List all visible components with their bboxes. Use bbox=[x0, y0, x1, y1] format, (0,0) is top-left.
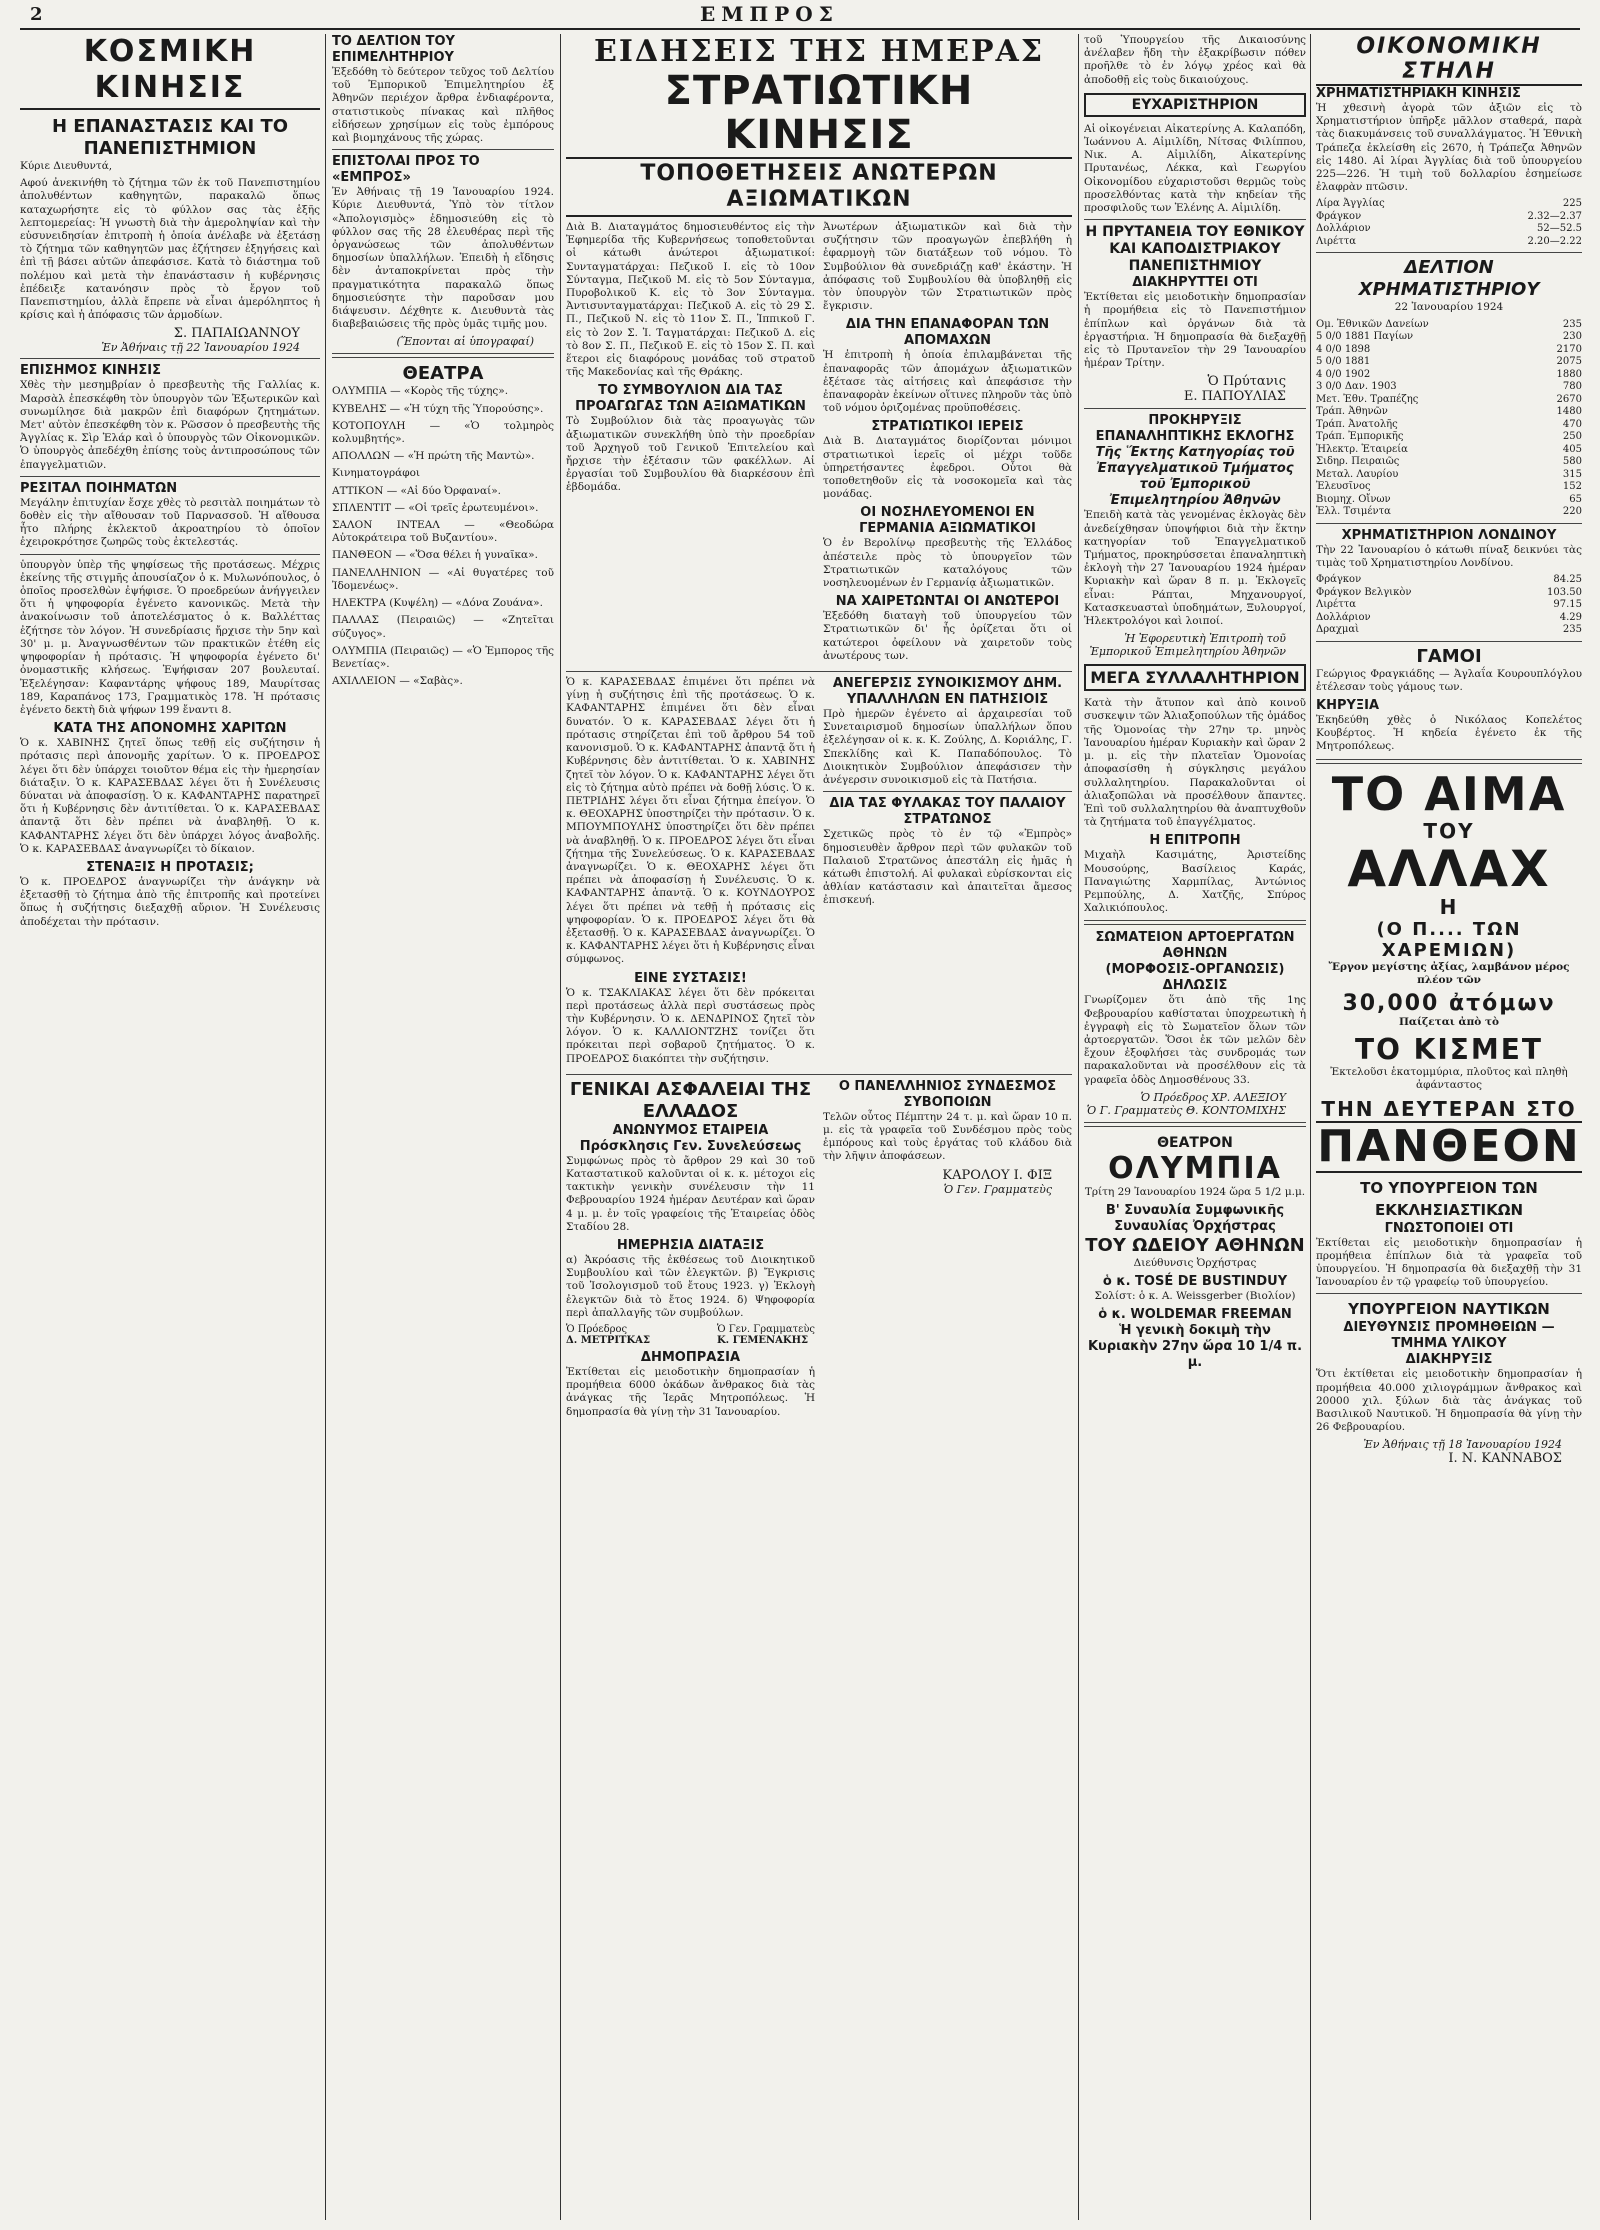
rate-label: Φράγκον Βελγικὸν bbox=[1316, 586, 1412, 598]
masthead-rule bbox=[20, 28, 1580, 30]
article-subtitle: ΤΟ ΣΥΜΒΟΥΛΙΟΝ ΔΙΑ ΤΑΣ ΠΡΟΑΓΩΓΑΣ ΤΩΝ ΑΞΙΩΜΑΤΙΚΩΝ bbox=[575, 383, 806, 415]
death-title: ΚΗΡΥΞΙΑ bbox=[1316, 697, 1380, 713]
rate-row bbox=[1316, 494, 1582, 507]
rate-row bbox=[1316, 612, 1582, 625]
article-subtitle: ΝΑ ΧΑΙΡΕΤΩΝΤΑΙ ΟΙ ΑΝΩΤΕΡΟΙ bbox=[835, 594, 1060, 610]
rate-label: Τράπ. Ἀθηνῶν bbox=[1316, 406, 1388, 418]
rate-row bbox=[1316, 211, 1582, 224]
olympia-line: ΤΟΥ ΩΔΕΙΟΥ ΑΘΗΝΩΝ bbox=[1085, 1234, 1305, 1256]
olympia-ad bbox=[1084, 1132, 1306, 1372]
olympia-line: Ἡ γενικὴ δοκιμὴ τὴν Κυριακὴν 27ην ὥρα 10 1/4 π. μ. bbox=[1087, 1323, 1303, 1371]
divider bbox=[566, 1074, 1072, 1075]
notice-title: ΕΥΧΑΡΙΣΤΗΡΙΟΝ bbox=[1084, 93, 1306, 117]
article-title: ΕΠΙΣΗΜΟΣ ΚΙΝΗΣΙΣ bbox=[20, 363, 162, 379]
bakers-subtitle: (ΜΟΡΦΟΣΙΣ-ΟΡΓΑΝΩΣΙΣ) bbox=[1105, 962, 1285, 978]
rate-value: 84.25 bbox=[1553, 574, 1582, 586]
rate-label: 4 0/0 1898 bbox=[1316, 343, 1371, 355]
rate-row bbox=[1316, 469, 1582, 482]
film-count: 30,000 ἀτόμων bbox=[1342, 990, 1556, 1016]
page-number: 2 bbox=[30, 4, 43, 25]
main-title: ΣΤΡΑΤΙΩΤΙΚΗ ΚΙΝΗΣΙΣ bbox=[664, 68, 974, 158]
rate-label: 3 0/0 Δαν. 1903 bbox=[1316, 381, 1397, 393]
rate-value: 103.50 bbox=[1547, 586, 1582, 598]
divider bbox=[1084, 1122, 1306, 1127]
article-body: Ἐξεδόθη τὸ δεύτερον τεῦχος τοῦ Δελτίου τοῦ Ἐμπορικοῦ Ἐπιμελητηρίου ἐξ Ἀθηνῶν περιέχον ἄρθρα ἐνδιαφέροντα, στατιστικοὺς πίνακας καὶ πλῆθος εἰδήσεων χρησίμων εἰς τοὺς ἐμπόρους καὶ βιομηχάνους τῆς χώρας. bbox=[332, 66, 554, 145]
article-body: Ὁ κ. ΚΑΡΑΣΕΒΔΑΣ ἐπιμένει ὅτι πρέπει νὰ γίνῃ ἡ συζήτησις ἐπὶ τῆς προτάσεως. Ὁ κ. ΚΑΦΑΝΤΑΡΗΣ ἐπιμένει ὅτι δὲν εἶναι δυνατόν. Ὁ κ. ΚΑΡΑΣΕΒΔΑΣ λέγει ὅτι ἡ πρότασις στηρίζεται ἐπὶ τοῦ ἄρθρου 54 τοῦ κανονισμοῦ. Ὁ κ. ΚΑΦΑΝΤΑΡΗΣ ἀπαντᾷ ὅτι ἡ Κυβέρνησις δὲν ἀντιτίθεται. Ὁ κ. ΧΑΒΙΝΗΣ ζητεῖ τὸν λόγον. Ὁ κ. ΚΑΦΑΝΤΑΡΗΣ λέγει ὅτι εἰς τὸ ζήτημα αὐτὸ πρέπει νὰ δοθῇ λύσις. Ὁ κ. ΠΕΤΡΙΔΗΣ λέγει ὅτι εἶναι ζήτημα ἐπείγον. Ὁ κ. ΘΕΟΧΑΡΗΣ ὑποστηρίζει τὴν πρότασιν. Ὁ κ. ΜΠΟΥΜΠΟΥΛΗΣ ὑποστηρίζει ὅτι δὲν πρέπει νὰ ἀναβληθῇ. Ὁ κ. ΠΡΟΕΔΡΟΣ λέγει ὅτι εἶναι ζήτημα τῆς Συνελεύσεως. Ὁ κ. ΚΑΡΑΣΕΒΔΑΣ ἀναγνωρίζει. Ὁ κ. ΘΕΟΧΑΡΗΣ λέγει ὅτι πρέπει νὰ ἀποφασίσῃ ἡ Συνέλευσις. Ὁ κ. ΚΑΦΑΝΤΑΡΗΣ ἀπαντᾷ. Ὁ κ. ΚΟΥΝΔΟΥΡΟΣ λέγει ὅτι πρέπει νὰ τεθῇ ἡ πρότασις εἰς ψηφοφορίαν. Ὁ κ. ΠΡΟΕΔΡΟΣ λέγει ὅτι θὰ ἐξετασθῇ. Ὁ κ. ΚΑΡΑΣΕΒΔΑΣ ἀναγνωρίζει. Ὁ κ. ΚΑΦΑΝΤΑΡΗΣ λέγει ὅτι ἡ Κυβέρνησις εἶναι σύμφωνος. bbox=[566, 676, 815, 966]
rate-value: 52—52.5 bbox=[1537, 223, 1582, 235]
auction-title: ΔΗΜΟΠΡΑΣΙΑ bbox=[640, 1350, 741, 1365]
naval-date: Ἐν Ἀθήναις τῇ 18 Ἰανουαρίου 1924 bbox=[1363, 1438, 1562, 1452]
olympia-line: Σολίστ: ὁ κ. Α. Weissgerber (Βιολίον) bbox=[1094, 1290, 1296, 1303]
divider bbox=[1316, 641, 1582, 642]
news-bottom bbox=[566, 1079, 1072, 1423]
rate-row bbox=[1316, 624, 1582, 637]
column-bulletin bbox=[332, 34, 554, 2220]
rate-value: 1480 bbox=[1556, 406, 1582, 418]
rate-row bbox=[1316, 223, 1582, 236]
rate-row bbox=[1316, 444, 1582, 457]
rate-label: 4 0/0 1902 bbox=[1316, 368, 1371, 380]
bourse-title: ΔΕΛΤΙΟΝ ΧΡΗΜΑΤΙΣΤΗΡΙΟΥ bbox=[1358, 257, 1540, 301]
rate-value: 97.15 bbox=[1553, 599, 1582, 611]
rate-value: 1880 bbox=[1556, 368, 1582, 380]
section-subtitle: ΧΡΗΜΑΤΙΣΤΗΡΙΑΚΗ ΚΙΝΗΣΙΣ bbox=[1316, 86, 1521, 101]
divider bbox=[332, 149, 554, 150]
rate-label: Ομ. Ἐθνικῶν Δανείων bbox=[1316, 318, 1429, 330]
section-title: ΟΙΚΟΝΟΜΙΚΗ ΣΤΗΛΗ bbox=[1316, 34, 1582, 86]
article-body: Σχετικῶς πρὸς τὸ ἐν τῷ «Ἐμπρὸς» δημοσιευθὲν ἄρθρον περὶ τῶν φυλακῶν τοῦ Παλαιοῦ Στρατῶνος ἀπεστάλη εἰς ἡμᾶς ἡ κάτωθι ἐπιστολή. Αἱ φυλακαὶ εὑρίσκονται εἰς ἀθλίαν κατάστασιν καὶ ἀπαιτεῖται ἄμεσος ἐπισκευή. bbox=[823, 828, 1072, 907]
article-body: Ἐκηδεύθη χθὲς ὁ Νικόλαος Κοπελέτος Κουβέρτος. Ἡ κηδεία ἐγένετο ἐκ τῆς Μητροπόλεως. bbox=[1316, 713, 1582, 753]
article-body: Μεγάλην ἐπιτυχίαν ἔσχε χθὲς τὸ ρεσιτὰλ ποιημάτων τὸ δοθὲν εἰς τὴν αἴθουσαν τοῦ Παρνασσοῦ. Ἡ αἴθουσα ἦτο πλήρης ἐκλεκτοῦ ἀκροατηρίου τὸ ὁποῖον ἐχειροκρότησε ζωηρῶς τοὺς ἐκτελεστάς. bbox=[20, 496, 320, 549]
film-title: Η bbox=[1439, 894, 1459, 919]
theatre-listing: ΠΑΛΛΑΣ (Πειραιῶς) — «Ζητεῖται σύζυγος». bbox=[332, 614, 554, 640]
rate-row bbox=[1316, 381, 1582, 394]
article-date: Ἐν Ἀθήναις τῇ 22 Ἰανουαρίου 1924 bbox=[101, 341, 300, 355]
article-body: Ἐκτίθεται εἰς μειοδοτικὴν δημοπρασίαν ἡ προμήθεια εἰς τὸ Πανεπιστήμιον ἐπίπλων καὶ ὀργάνων διὰ τὰ ἐργαστήρια. Ἡ δημοπρασία θὰ διεξαχθῇ εἰς τὸ Πρυτανεῖον τὴν 29 Ἰανουαρίου ἡμέραν Τρίτην. bbox=[1084, 291, 1306, 370]
article-subtitle: ΣΤΡΑΤΙΩΤΙΚΟΙ ΙΕΡΕΙΣ bbox=[871, 419, 1024, 435]
rally-title: ΜΕΓΑ ΣΥΛΛΑΛΗΤΗΡΙΟΝ bbox=[1084, 664, 1306, 691]
divider bbox=[1316, 759, 1582, 764]
column-social bbox=[20, 34, 320, 2220]
union-title: Ο ΠΑΝΕΛΛΗΝΙΟΣ ΣΥΝΔΕΣΜΟΣ ΣΥΒΟΠΟΙΩΝ bbox=[838, 1078, 1057, 1110]
rate-value: 235 bbox=[1562, 624, 1582, 636]
prytaneia-subtitle: ΔΙΑΚΗΡΥΤΤΕΙ ΟΤΙ bbox=[1132, 275, 1258, 291]
rate-value: 65 bbox=[1569, 493, 1582, 505]
article-body: Διὰ Β. Διαταγμάτος διορίζονται μόνιμοι στρατιωτικοὶ ἱερεῖς οἱ μέχρι τοῦδε ὑπηρετήσαντες ἐφεδροι. Οὗτοι θὰ τοποθετηθοῦν εἰς τὰ νοσοκομεῖα καὶ τὰς μονάδας. bbox=[823, 435, 1072, 501]
article-title: ΡΕΣΙΤΑΛ ΠΟΙΗΜΑΤΩΝ bbox=[20, 480, 178, 496]
theatre-listing: ΣΑΛΟΝ ΙΝΤΕΑΛ — «Θεοδώρα Αὐτοκράτειρα τοῦ Βυζαντίου». bbox=[332, 519, 554, 545]
news-lower-right bbox=[823, 676, 1072, 1070]
ministry-title: ΤΟ ΥΠΟΥΡΓΕΙΟΝ ΤΩΝ ΕΚΚΛΗΣΙΑΣΤΙΚΩΝ bbox=[1360, 1178, 1538, 1219]
theatre-listing: ΟΛΥΜΠΙΑ — «Κορὸς τῆς τύχης». bbox=[332, 385, 509, 398]
rate-label: Φράγκον bbox=[1316, 210, 1362, 222]
rate-row bbox=[1316, 431, 1582, 444]
divider bbox=[1316, 252, 1582, 253]
article-body: Ἡ ἐπιτροπὴ ἡ ὁποία ἐπιλαμβάνεται τῆς ἐπαναφορᾶς τῶν ἀπομάχων ἀξιωματικῶν ἐξέτασε τὰς αἰτήσεις καὶ ἀπεφάσισε τὴν ἐπαναφορὰν ἐκείνων οἵτινες πληροῦν τὰς ὑπὸ τοῦ νόμου ὁριζομένας προϋποθέσεις. bbox=[823, 349, 1072, 415]
committee-title: Η ΕΠΙΤΡΟΠΗ bbox=[1149, 833, 1241, 849]
signature-name: Δ. ΜΕΤΡΙΤΚΑΣ bbox=[566, 1335, 651, 1346]
article-body: Μιχαὴλ Κασιμάτης, Ἀριστείδης Μουσούρης, Βασίλειος Καράς, Παναγιώτης Χαρμπίλας, Ἀντώνιος Ρεμπούλης, Δ. Χατζῆς, Σπύρος Χαλικιόπουλος. bbox=[1084, 849, 1306, 915]
exchange-title: ΧΡΗΜΑΤΙΣΤΗΡΙΟΝ ΛΟΝΔΙΝΟΥ bbox=[1341, 527, 1557, 543]
rate-row bbox=[1316, 319, 1582, 332]
theatre-listing: ΠΑΝΘΕΟΝ — «Ὅσα θέλει ἡ γυναῖκα». bbox=[332, 549, 538, 562]
rate-row bbox=[1316, 198, 1582, 211]
column-rule bbox=[560, 34, 561, 2220]
article-body: Τελῶν οὗτος Πέμπτην 24 τ. μ. καὶ ὥραν 10 π. μ. εἰς τὰ γραφεῖα τοῦ Συνδέσμου πρὸς τοὺς ἐμπόρους καὶ τοὺς ἐργάτας τοῦ κλάδου διὰ τὴν λῆψιν ἀποφάσεων. bbox=[823, 1110, 1072, 1163]
divider bbox=[1316, 523, 1582, 524]
rates-list bbox=[1316, 198, 1582, 248]
column-rule bbox=[325, 34, 326, 2220]
article-body: Χθὲς τὴν μεσημβρίαν ὁ πρεσβευτὴς τῆς Γαλλίας κ. Μαρσὰλ ἐπεσκέφθη τὸν ὑπουργὸν τῶν Ἐξωτερικῶν καὶ συνωμίλησε διὰ μακρῶν ἐπὶ διαφόρων ζητημάτων. Μετ' αὐτὸν ἐπεσκέφθη τὸν κ. Ρῶσσον ὁ πρεσβευτὴς τῆς Ἀγγλίας κ. Σὶρ Ἑλάρ καὶ ὁ ὑπουργὸς τῶν Οἰκονομικῶν. Ὁ ὑπουργὸς ἀπεδέχθη ἐπίσης τοὺς ἀντιπροσώπους τῶν ἐπαγγελματιῶν. bbox=[20, 379, 320, 471]
rate-value: 220 bbox=[1562, 506, 1582, 518]
bakers-title: ΣΩΜΑΤΕΙΟΝ ΑΡΤΟΕΡΓΑΤΩΝ ΑΘΗΝΩΝ bbox=[1095, 930, 1295, 962]
divider bbox=[1084, 408, 1306, 409]
film-title: ΤΟ ΚΙΣΜΕΤ bbox=[1355, 1033, 1543, 1067]
film-cinema: ΠΑΝΘΕΟΝ bbox=[1317, 1120, 1581, 1172]
rate-label: Φράγκον bbox=[1316, 574, 1362, 586]
rate-row bbox=[1316, 587, 1582, 600]
rate-row bbox=[1316, 574, 1582, 587]
rate-row bbox=[1316, 456, 1582, 469]
signature: Ἡ Ἐφορευτικὴ Ἐπιτροπὴ τοῦ Ἐμπορικοῦ Ἐπιμελητηρίου Ἀθηνῶν bbox=[1089, 632, 1286, 659]
article-body: Αἱ οἰκογένειαι Αἰκατερίνης Α. Καλαπόδη, Ἰωάννου Α. Αἰμιλίδη, Νίτσας Φιλίππου, Νικ. Α. Αἰμιλίδη, Αἰκατερίνης Πρυτανέως, Λέκκα, καὶ Γεωργίου Οἰκονομίδου εὐχαριστοῦσι θερμῶς τοὺς προσελθόντας κατὰ τὴν κηδείαν τῆς προσφιλοῦς των Ἑλένης Α. Αἰμιλίδη. bbox=[1084, 122, 1306, 215]
rate-label: 5 0/0 1881 bbox=[1316, 356, 1371, 368]
article-body: Ὁ ἐν Βερολίνῳ πρεσβευτὴς τῆς Ἑλλάδος ἀπέστειλε πρὸς τὸ ὑπουργεῖον τῶν Στρατιωτικῶν καταλόγους τῶν νοσηλευομένων ἐν Γερμανίᾳ ἀξιωματικῶν. bbox=[823, 537, 1072, 590]
news-banner: ΕΙΔΗΣΕΙΣ ΤΗΣ ΗΜΕΡΑΣ bbox=[593, 34, 1045, 69]
news-lower-left bbox=[566, 676, 815, 1070]
film-title: ΤΟ ΑΙΜΑ bbox=[1331, 766, 1567, 821]
theatre-listing: ΑΤΤΙΚΟΝ — «Αἱ δύο Ὀρφαναί». bbox=[332, 484, 501, 497]
olympia-line: Β' Συναυλία Συμφωνικῆς Συναυλίας Ὀρχήστρας bbox=[1105, 1202, 1285, 1234]
bourse-date: 22 Ἰανουαρίου 1924 bbox=[1394, 301, 1504, 314]
article-body: Ἐπειδὴ κατὰ τὰς γενομένας ἐκλογὰς δὲν ἀνεδείχθησαν ὑποψήφιοι διὰ τὴν ἕκτην κατηγορίαν τοῦ Ἐπαγγελματικοῦ Τμήματος, προκηρύσσεται ἐπαναληπτικὴ ἐκλογὴ τὴν 27 Ἰανουαρίου 1924 ἡμέραν Κυριακὴν καὶ ὥραν 8 π. μ. Ἐκλογεῖς εἶναι: Ράπται, Μηχανουργοί, Κατασκευασταὶ ὑποδημάτων, Ξυλουργοί, Ἠλεκτρολόγοι καὶ λοιποί. bbox=[1084, 509, 1306, 628]
theatre-listing: ΠΑΝΕΛΛΗΝΙΟΝ — «Αἱ θυγατέρες τοῦ Ἰδομενέως». bbox=[332, 566, 554, 592]
news-left bbox=[566, 221, 815, 667]
article-body: Ἐν Ἀθήναις τῇ 19 Ἰανουαρίου 1924. Κύριε Διευθυντά, Ὑπὸ τὸν τίτλον «Ἀπολογισμὸς» ἐδημοσιεύθη εἰς τὸ φύλλον σας τῆς 28 ἐλευθέρας περὶ τῆς ὀργανώσεως τῶν ἀπολυθέντων δημοσίων ὑπαλλήλων. Ἐπειδὴ ἡ εἴδησις δὲν ἀνταποκρίνεται πρὸς τὴν πραγματικότητα παρακαλῶ ὅπως δημοσιεύσητε τὴν παροῦσαν μου διάψευσιν. Δέχθητε κ. Διευθυντὰ τὰς διαβεβαιώσεις τῆς πρὸς ὑμᾶς τιμῆς μου. bbox=[332, 186, 554, 331]
rate-row bbox=[1316, 236, 1582, 249]
rate-label: Μεταλ. Λαυρίου bbox=[1316, 468, 1399, 480]
article-subtitle: ΣΤΕΝΑΞΙΣ Η ΠΡΟΤΑΣΙΣ; bbox=[86, 859, 254, 875]
theatre-listing: ΚΥΒΕΛΗΣ — «Ἡ τύχη τῆς Ὑπορούσης». bbox=[332, 402, 544, 415]
olympia-line: Διεύθυνσις Ὀρχήστρας bbox=[1133, 1256, 1257, 1269]
theatre-listing: ΗΛΕΚΤΡΑ (Κυψέλη) — «Δόνα Ζουάνα». bbox=[332, 597, 543, 610]
olympia-line: ὁ κ. WOLDEMAR FREEMAN bbox=[1098, 1307, 1292, 1323]
article-body: Διὰ Β. Διαταγμάτος δημοσιευθέντος εἰς τὴν Ἐφημερίδα τῆς Κυβερνήσεως τοποθετοῦνται οἱ κάτωθι ἀνώτεροι ἀξιωματικοί: Συνταγματάρχαι: Πεζικοῦ Ι. εἰς τὸ 10ον Σύνταγμα, Πεζικοῦ Μ. εἰς τὸ 5ον Σύνταγμα, Πυροβολικοῦ Κ. εἰς τὸ 3ον Σύνταγμα. Ἀντισυνταγματάρχαι: Πεζικοῦ Α. εἰς τὸ 29 Σ. Π., Πεζικοῦ Ν. εἰς τὸ 11ον Σ. Π., Ἱππικοῦ Γ. εἰς τὸ 2ον Σ. Ἱ. Ταγματάρχαι: Πεζικοῦ Δ. εἰς τὸ 8ον Σ. Π., Πεζικοῦ Ε. εἰς τὸ 15ον Σ. Π. καὶ ἕτεροι εἰς διαφόρους μονάδας τοῦ στρατοῦ τῆς Μακεδονίας καὶ τῆς Θράκης. bbox=[566, 221, 815, 379]
article-title: Η ΕΠΑΝΑΣΤΑΣΙΣ ΚΑΙ ΤΟ ΠΑΝΕΠΙΣΤΗΜΙΟΝ bbox=[51, 116, 289, 159]
film-ad bbox=[1316, 766, 1582, 1173]
article-title: ΕΠΙΣΤΟΛΑΙ ΠΡΟΣ ΤΟ «ΕΜΠΡΟΣ» bbox=[332, 154, 480, 186]
article-body: Πρὸ ἡμερῶν ἐγένετο αἱ ἀρχαιρεσίαι τοῦ Συνεταιρισμοῦ δημοσίων ὑπαλλήλων ὅπου ἐξελέγησαν οἱ κ. κ. Κ. Ζούλης, Δ. Κοριάλης, Γ. Σπεκλίδης καὶ Κ. Παπαδόπουλος. Τὸ Διοικητικὸν Συμβούλιον ἀπεφάσισεν τὴν ἀνέγερσιν συνοικισμοῦ εἰς τὰ Πατήσια. bbox=[823, 708, 1072, 787]
rate-value: 2075 bbox=[1556, 356, 1582, 368]
rate-label: Δολλάριον bbox=[1316, 223, 1371, 235]
theatre-listing: ΟΛΥΜΠΙΑ (Πειραιῶς) — «Ὁ Ἐμπορος τῆς Βενετίας». bbox=[332, 644, 554, 670]
article-body: Ὅτι ἐκτίθεται εἰς μειοδοτικὴν δημοπρασίαν ἡ προμήθεια 40.000 χιλιογράμμων ἄνθρακος καὶ 20000 χιλ. ξύλων διὰ τὰς ἀνάγκας τοῦ Βασιλικοῦ Ναυτικοῦ. Ἡ δημοπρασία θὰ γίνῃ τὴν 26 Φεβρουαρίου. bbox=[1316, 1368, 1582, 1434]
exchange-list bbox=[1316, 574, 1582, 637]
theatre-listing: ΣΠΛΕΝΤΙΤ — «Οἱ τρεῖς ἐρωτευμένοι». bbox=[332, 501, 539, 514]
article-body: α) Ἀκρόασις τῆς ἐκθέσεως τοῦ Διοικητικοῦ Συμβουλίου καὶ τῶν ἐλεγκτῶν. β) Ἔγκρισις τοῦ Ἰσολογισμοῦ τοῦ ἔτους 1923. γ) Ἐκλογὴ ἐλεγκτῶν διὰ τὸ ἔτος 1924. δ) Ψηφοφορία περὶ ἀπαλλαγῆς τῶν συμβούλων. bbox=[566, 1253, 815, 1319]
article-body: Ἀνωτέρων ἀξιωματικῶν καὶ διὰ τὴν συζήτησιν τῶν προαγωγῶν ἐπεβλήθη ἡ ἐφαρμογὴ τῶν διατάξεων τοῦ νόμου. Τὸ Συμβούλιον θὰ συνεδριάζῃ καθ' ἑκάστην. Ἡ ἀπόφασις τοῦ Συμβουλίου θὰ ὑποβληθῇ εἰς τὸν ὑπουργὸν τῶν Στρατιωτικῶν πρὸς ἔγκρισιν. bbox=[823, 221, 1072, 313]
main-subtitle: ΤΟΠΟΘΕΤΗΣΕΙΣ ΑΝΩΤΕΡΩΝ ΑΞΙΩΜΑΤΙΚΩΝ bbox=[566, 157, 1072, 217]
article-body: Ἐκτίθεται εἰς μειοδοτικὴν δημοπρασίαν ἡ προμήθεια ἐπίπλων διὰ τὰ γραφεῖα τοῦ ὑπουργείου. Ἡ δημοπρασία θὰ διεξαχθῇ τὴν 31 Ἰανουαρίου ἐν τῷ γραφείῳ τοῦ ὑπουργείου. bbox=[1316, 1236, 1582, 1289]
olympia-line: ὁ κ. TOSÉ DE BUSTINDUY bbox=[1102, 1274, 1288, 1290]
article-body: ὑπουργὸν ὑπὲρ τῆς ψηφίσεως τῆς προτάσεως. Μέχρις ἐκείνης τῆς στιγμῆς ἀπουσίαζον ὁ κ. Μυλωνόπουλος, ὁ ὁποῖος προσελθὼν ἐψήφισε. Ὁ προεδρεύων ἀνήγγειλεν ὅτι ἡ ψηφοφορία ἐγένετο κανονικῶς. Μετὰ τὴν ἀνακοίνωσιν τοῦ ἀποτελέσματος ὁ κ. Βαλλέττας ἐζήτησε τὸν λόγον. Ἡ συνεδρίασις ἤρχισε τὴν 5ην καὶ 30' μ. μ. Ἀναγνωσθέντων τῶν πρακτικῶν ἐτέθη εἰς ψηφοφορίαν ἡ πρότασις. Ἡ ψηφοφορία ἐγένετο δι' ὀνομαστικῆς κλήσεως. Ἐψήφισαν 207 βουλευταί. Ἐξελέγησαν: Καφαντάρης ψήφους 189, Μαυρίτσας 189, Καραπάνος 173, Γραμματικὸς 178. Ἡ πρότασις ἐγένετο δεκτὴ διὰ ψήφων 199 ἔναντι 8. bbox=[20, 558, 320, 716]
divider bbox=[1084, 920, 1306, 925]
news-subcolumns bbox=[566, 221, 1072, 667]
rate-row bbox=[1316, 599, 1582, 612]
theatres-title: ΘΕΑΤΡΑ bbox=[402, 363, 484, 385]
article-body: Κατὰ τὴν ἄτυπον καὶ ἀπὸ κοινοῦ συσκεψιν τῶν Ἀλιαξοπούλων τῆς ὁμάδος τῆς Ὁμονοίας τὴν 27ην τρ. μηνὸς Ἰανουαρίου ἡμέραν Κυριακὴν καὶ ὥραν 2 μ. μ. εἰς τὴν πλατεῖαν Ὁμονοίας ἀποφασίσθη ἡ σύγκλησις μεγάλου συλλαλητηρίου. Παρακαλοῦνται οἱ ἀλιαξοπῶλαι νὰ προσέλθουν ἅπαντες. Ἐπὶ τοῦ συλλαλητηρίου θὰ ἀναπτυχθοῦν τὰ ζητήματα τοῦ ἐπαγγέλματος. bbox=[1084, 697, 1306, 829]
rate-label: Τράπ. Ἐμπορικῆς bbox=[1316, 431, 1404, 443]
article-body: τοῦ Ὑπουργείου τῆς Δικαιοσύνης ἀνέλαβεν ἤδη τὴν ἐξακρίβωσιν πόθεν προῆλθε τὸ ἐν λόγῳ χρέος καὶ θὰ ἀποδοθῇ εἰς τοὺς δικαιούχους. bbox=[1084, 34, 1306, 86]
theatre-listing: ΚΟΤΟΠΟΥΛΗ — «Ὁ τολμηρὸς κολυμβητής». bbox=[332, 419, 554, 446]
article-body: Ὁ κ. ΠΡΟΕΔΡΟΣ ἀναγνωρίζει τὴν ἀνάγκην νὰ ἐξετασθῇ τὸ ζήτημα ἀπὸ τῆς ἐπιτροπῆς καὶ προτείνει ὅπως ἡ συζήτησις διεξαχθῇ αὔριον. Ἡ Συνέλευσις ἀποδέχεται τὴν πρότασιν. bbox=[20, 875, 320, 928]
article-subtitle: ΔΙΑ ΤΗΝ ΕΠΑΝΑΦΟΡΑΝ ΤΩΝ ΑΠΟΜΑΧΩΝ bbox=[845, 317, 1050, 349]
bourse-list bbox=[1316, 319, 1582, 519]
article-title: ΔΙΑ ΤΑΣ ΦΥΛΑΚΑΣ ΤΟΥ ΠΑΛΑΙΟΥ ΣΤΡΑΤΩΝΟΣ bbox=[829, 796, 1066, 828]
column-finance bbox=[1316, 34, 1582, 2220]
rate-row bbox=[1316, 356, 1582, 369]
article-subtitle: ΚΑΤΑ ΤΗΣ ΑΠΟΝΟΜΗΣ ΧΑΡΙΤΩΝ bbox=[53, 721, 287, 737]
naval-title: ΥΠΟΥΡΓΕΙΟΝ ΝΑΥΤΙΚΩΝ bbox=[1348, 1300, 1550, 1319]
rate-label: Λιρέττα bbox=[1316, 235, 1357, 247]
ministry-subtitle: ΓΝΩΣΤΟΠΟΙΕΙ ΟΤΙ bbox=[1384, 1220, 1514, 1236]
rate-value: 2670 bbox=[1556, 393, 1582, 405]
signature: Ὁ Γ. Γραμματεὺς Θ. ΚΟΝΤΟΜΙΧΗΣ bbox=[1086, 1103, 1286, 1117]
article-body: Ὁ κ. ΤΣΑΚΛΙΑΚΑΣ λέγει ὅτι δὲν πρόκειται περὶ προτάσεως ἀλλὰ περὶ συστάσεως πρὸς τὴν Κυβέρνησιν. Ὁ κ. ΔΕΝΔΡΙΝΟΣ ζητεῖ τὸν λόγον. Ὁ κ. ΚΑΛΛΙΟΝΤΖΗΣ τονίζει ὅτι πρόκειται περὶ σοβαροῦ ζητήματος. Ὁ κ. ΠΡΟΕΔΡΟΣ διακόπτει τὴν συζήτησιν. bbox=[566, 986, 815, 1065]
rate-label: Ἐλευσῖνος bbox=[1316, 481, 1371, 493]
theatres-list bbox=[332, 385, 554, 688]
rate-value: 780 bbox=[1562, 381, 1582, 393]
rate-row bbox=[1316, 394, 1582, 407]
article-body: Ὁ κ. ΧΑΒΙΝΗΣ ζητεῖ ὅπως τεθῇ εἰς συζήτησιν ἡ πρότασις περὶ ἀπονομῆς χαρίτων. Ὁ κ. ΠΡΟΕΔΡΟΣ λέγει ὅτι δὲν ὑπάρχει τοιοῦτον θέμα εἰς τὴν ἡμερησίαν διάταξιν. Ὁ κ. ΚΑΡΑΣΕΒΔΑΣ λέγει ὅτι ἡ Συνέλευσις δύναται νὰ ἀποφασίσῃ. Ὁ κ. ΚΑΦΑΝΤΑΡΗΣ παρατηρεῖ ὅτι ἡ Κυβέρνησις δὲν ἀντιτίθεται. Ὁ κ. ΚΑΡΑΣΕΒΔΑΣ ἀπαντᾷ ὅτι δὲν πρέπει νὰ ἀναβληθῇ. Ὁ κ. ΚΑΦΑΝΤΑΡΗΣ λέγει ὅτι δὲν ὑπάρχει λόγος ἀναβολῆς. Ὁ κ. ΚΑΡΑΣΕΒΔΑΣ ἀναγνωρίζει τὸ δίκαιον. bbox=[20, 737, 320, 855]
article-body: Ἐκτίθεται εἰς μειοδοτικὴν δημοπρασίαν ἡ προμήθεια 6000 ὀκάδων ἄνθρακος διὰ τὰς ἀνάγκας τῆς Ἱερᾶς Μητροπόλεως. Ἡ δημοπρασία θὰ γίνῃ τὴν 31 Ἰανουαρίου. bbox=[566, 1366, 815, 1418]
film-subtitle: (Ο Π.... ΤΩΝ ΧΑΡΕΜΙΩΝ) bbox=[1376, 918, 1522, 961]
article-subtitle: ΕΙΝΕ ΣΥΣΤΑΣΙΣ! bbox=[634, 970, 747, 986]
rate-value: 580 bbox=[1562, 456, 1582, 468]
rate-value: 315 bbox=[1562, 468, 1582, 480]
rate-row bbox=[1316, 344, 1582, 357]
rate-label: Μετ. Ἐθν. Τραπέζης bbox=[1316, 393, 1419, 405]
naval-signature: Ι. Ν. ΚΑΝΝΑΒΟΣ bbox=[1448, 1451, 1562, 1467]
news-right bbox=[823, 221, 1072, 667]
rate-value: 152 bbox=[1562, 481, 1582, 493]
divider bbox=[20, 358, 320, 359]
rate-label: Βιομηχ. Οἴνων bbox=[1316, 493, 1391, 505]
naval-sub2: ΔΙΑΚΗΡΥΞΙΣ bbox=[1405, 1352, 1493, 1368]
signature-role: Ὁ Πρόεδρος bbox=[566, 1324, 628, 1335]
column-news bbox=[566, 34, 1072, 2220]
divider bbox=[823, 791, 1072, 792]
rate-value: 235 bbox=[1562, 318, 1582, 330]
article-body: Αφού ἀνεκινήθη τὸ ζήτημα τῶν ἐκ τοῦ Πανεπιστημίου ἀπολυθέντων καθηγητῶν, παρακαλῶ ὅπως καταχωρήσητε εἰς τὸ φύλλον σας τὰς ἑξῆς λεπτομερείας: Ἡ γνωστὴ διὰ τὴν ἀμεροληψίαν καὶ τὴν εὐσυνειδησίαν ἐπιτροπὴ ἡ ὁποία ἀνέλαβε νὰ ἐξετάσῃ τὸ ζήτημα τῶν καθηγητῶν μας ἐζήτησεν ἐξηγήσεις καὶ ἐπὶ τῇ βάσει αὐτῶν ἀπεφάσισε. Κατὰ τὸ διάστημα τοῦ πολέμου καὶ μετὰ τὴν ἐπανάστασιν ἡ κυβέρνησις ἐπέδειξε κατανόησιν πρὸς τὸ ἔργον τοῦ Πανεπιστημίου, ἀλλὰ ἔπρεπε νὰ εἶναι ἀμερόληπτος ἡ κρίσις καὶ ἡ ἀπόφασις τῶν ἁρμοδίων. bbox=[20, 177, 320, 322]
rate-value: 4.29 bbox=[1559, 611, 1582, 623]
rate-value: 2.20—2.22 bbox=[1527, 235, 1582, 247]
rate-label: Τράπ. Ἀνατολῆς bbox=[1316, 418, 1398, 430]
signature: Ὁ Πρόεδρος ΧΡ. ΑΛΕΞΙΟΥ bbox=[1140, 1090, 1286, 1104]
insurance-notice bbox=[566, 1079, 815, 1423]
article-body: Τὸ Συμβούλιον διὰ τὰς προαγωγὰς τῶν ἀξιωματικῶν συνεκλήθη ὑπὸ τὴν προεδρίαν τοῦ Ἀρχηγοῦ τοῦ Γενικοῦ Ἐπιτελείου καὶ ἤρχισε τὴν ἐξέτασιν τῶν φακέλλων. Αἱ ἐργασίαι τοῦ Συμβουλίου θὰ διαρκέσουν ἐπὶ ἑβδομάδα. bbox=[566, 415, 815, 494]
rate-value: 250 bbox=[1562, 431, 1582, 443]
rate-row bbox=[1316, 331, 1582, 344]
union-notice bbox=[823, 1079, 1072, 1423]
marriage-title: ΓΑΜΟΙ bbox=[1416, 645, 1482, 667]
news-lower bbox=[566, 676, 1072, 1070]
insurance-signatures bbox=[566, 1324, 815, 1346]
rate-label: Ἠλεκτρ. Ἑταιρεία bbox=[1316, 443, 1408, 455]
theatre-listing: ΑΧΙΛΛΕΙΟΝ — «Σαβὰς». bbox=[332, 675, 463, 688]
rate-row bbox=[1316, 419, 1582, 432]
article-title: ΑΝΕΓΕΡΣΙΣ ΣΥΝΟΙΚΙΣΜΟΥ ΔΗΜ. ΥΠΑΛΛΗΛΩΝ ΕΝ ΠΑΤΗΣΙΟΙΣ bbox=[832, 676, 1063, 708]
divider bbox=[332, 353, 554, 358]
rate-value: 2170 bbox=[1556, 343, 1582, 355]
film-desc: Παίζεται ἀπὸ τὸ bbox=[1398, 1015, 1500, 1028]
divider bbox=[20, 476, 320, 477]
prytaneia-title: Η ΠΡΥΤΑΝΕΙΑ ΤΟΥ ΕΘΝΙΚΟΥ ΚΑΙ ΚΑΠΟΔΙΣΤΡΙΑΚΟΥ ΠΑΝΕΠΙΣΤΗΜΙΟΥ bbox=[1085, 224, 1305, 275]
signature-role: Ὁ Πρύτανις bbox=[1207, 374, 1286, 390]
rate-label: Λίρα Ἀγγλίας bbox=[1316, 198, 1385, 210]
rate-value: 230 bbox=[1562, 331, 1582, 343]
union-signature-role: Ὁ Γεν. Γραμματεὺς bbox=[943, 1182, 1052, 1196]
article-subtitle: ΟΙ ΝΟΣΗΛΕΥΟΜΕΝΟΙ ΕΝ ΓΕΡΜΑΝΙΑ ΑΞΙΩΜΑΤΙΚΟΙ bbox=[859, 505, 1036, 537]
rate-label: Δολλάριον bbox=[1316, 611, 1371, 623]
rate-label: Σιδηρ. Πειραιῶς bbox=[1316, 456, 1400, 468]
union-signature: ΚΑΡΟΛΟΥ Ι. ΦΙΞ bbox=[942, 1167, 1052, 1183]
article-body: Γνωρίζομεν ὅτι ἀπὸ τῆς 1ης Φεβρουαρίου καθίσταται ὑποχρεωτικὴ ἡ ἐγγραφὴ εἰς τὸ Σωματεῖον ὅλων τῶν ἀρτοεργατῶν. Ὅσοι ἐκ τῶν μελῶν δὲν ἔχουν ἐξοφλήσει τὰς συνδρομάς των παρακαλοῦνται νὰ προσέλθουν εἰς τὰ γραφεῖα ὁδὸς Δημοσθένους 33. bbox=[1084, 994, 1306, 1086]
election-subtitle: Τῆς Ἕκτης Κατηγορίας τοῦ Ἐπαγγελματικοῦ Τμήματος τοῦ Ἐμπορικοῦ Ἐπιμελητηρίου Ἀθηνῶν bbox=[1095, 445, 1295, 509]
paper-name: ΕΜΠΡΟΣ bbox=[700, 2, 839, 26]
divider bbox=[1316, 1293, 1582, 1294]
theatre-listing: ΑΠΟΛΛΩΝ — «Ἡ πρώτη τῆς Μαντὼ». bbox=[332, 450, 535, 463]
article-body: Ἡ χθεσινὴ ἀγορὰ τῶν ἀξιῶν εἰς τὸ Χρηματιστήριον ὑπῆρξε μᾶλλον σταθερά, παρὰ τὰς διακυμάνσεις τοῦ συναλλάγματος. Ἡ Ἐθνικὴ Τράπεζα ἐκλείσθη εἰς 2670, ἡ Τράπεζα Ἀθηνῶν εἰς 1480. Αἱ λίραι Ἀγγλίας διὰ τοῦ ὑπουργείου 225—226. Ἡ τιμὴ τοῦ δολλαρίου ἐσημείωσε ἐλαφρὰν πτῶσιν. bbox=[1316, 102, 1582, 194]
bakers-sub2: ΔΗΛΩΣΙΣ bbox=[1162, 978, 1228, 994]
article-body: Γεώργιος Φραγκιάδης — Ἀγλαΐα Κουρουπλόγλου ἐτέλεσαν τοὺς γάμους των. bbox=[1316, 667, 1582, 693]
signature-name: Κ. ΓΕΜΕΝΑΚΗΣ bbox=[716, 1335, 809, 1346]
film-title: ΤΟΥ bbox=[1423, 818, 1475, 843]
film-when: ΤΗΝ ΔΕΥΤΕΡΑΝ ΣΤΟ bbox=[1321, 1096, 1577, 1121]
masthead bbox=[0, 0, 1600, 30]
rate-row bbox=[1316, 406, 1582, 419]
article-salutation: Κύριε Διευθυντά, bbox=[20, 160, 113, 172]
column-notices bbox=[1084, 34, 1306, 2220]
film-desc: Ἔργον μεγίστης ἀξίας, λαμβάνον μέρος πλέον τῶν bbox=[1328, 960, 1570, 986]
rate-value: 405 bbox=[1562, 443, 1582, 455]
article-signature: (Ἕπονται αἱ ὑπογραφαί) bbox=[396, 335, 534, 349]
rate-label: 5 0/0 1881 Παγίων bbox=[1316, 331, 1414, 343]
insurance-sub2: Πρόσκλησις Γεν. Συνελεύσεως bbox=[579, 1138, 802, 1154]
article-body: Τὴν 22 Ἰανουαρίου ὁ κάτωθι πίναξ δεικνύει τὰς τιμὰς τοῦ Χρηματιστηρίου Λονδίνου. bbox=[1316, 543, 1582, 569]
rate-row bbox=[1316, 506, 1582, 519]
naval-subtitle: ΔΙΕΥΘΥΝΣΙΣ ΠΡΟΜΗΘΕΙΩΝ — ΤΜΗΜΑ ΥΛΙΚΟΥ bbox=[1343, 1320, 1555, 1352]
article-signature: Σ. ΠΑΠΑΙΩΑΝΝΟΥ bbox=[173, 326, 300, 342]
theatre-listing: Κινηματογράφοι bbox=[332, 467, 421, 480]
signature-role: Ὁ Γεν. Γραμματεὺς bbox=[716, 1324, 815, 1335]
article-body: Συμφώνως πρὸς τὸ ἄρθρον 29 καὶ 30 τοῦ Καταστατικοῦ καλοῦνται οἱ κ. κ. μέτοχοι εἰς τακτικὴν γενικὴν συνέλευσιν τὴν 11 Φεβρουαρίου 1924 ἡμέραν Δευτέραν καὶ ὥραν 4 μ. μ. ἐν τοῖς γραφείοις τῆς Ἑταιρείας ὁδὸς Σταδίου 28. bbox=[566, 1154, 815, 1233]
signature-name: Ε. ΠΑΠΟΥΛΙΑΣ bbox=[1183, 389, 1286, 405]
rate-label: Ἑλλ. Τσιμέντα bbox=[1316, 506, 1391, 518]
rate-row bbox=[1316, 369, 1582, 382]
insurance-title: ΓΕΝΙΚΑΙ ΑΣΦΑΛΕΙΑΙ ΤΗΣ ΕΛΛΑΔΟΣ bbox=[569, 1078, 812, 1122]
divider bbox=[1084, 219, 1306, 220]
insurance-agenda-title: ΗΜΕΡΗΣΙΑ ΔΙΑΤΑΞΙΣ bbox=[616, 1237, 765, 1253]
olympia-name: ΟΛΥΜΠΙΑ bbox=[1108, 1150, 1282, 1186]
rate-row bbox=[1316, 481, 1582, 494]
rate-value: 2.32—2.37 bbox=[1527, 210, 1582, 222]
article-title: ΤΟ ΔΕΛΤΙΟΝ ΤΟΥ ΕΠΙΜΕΛΗΤΗΡΙΟΥ bbox=[332, 34, 455, 65]
column-rule bbox=[1078, 34, 1079, 2220]
article-body: Ἐξεδόθη διαταγὴ τοῦ ὑπουργείου τῶν Στρατιωτικῶν δι' ἧς ὁρίζεται ὅτι οἱ κατώτεροι ὀφείλουν νὰ χαιρετοῦν τοὺς ἀνωτέρους των. bbox=[823, 610, 1072, 662]
olympia-line: Τρίτη 29 Ἰανουαρίου 1924 ὥρα 5 1/2 μ.μ. bbox=[1084, 1185, 1306, 1198]
rate-label: Λιρέττα bbox=[1316, 599, 1357, 611]
film-title: ΑΛΛΑΧ bbox=[1347, 839, 1551, 898]
rate-label: Δραχμαὶ bbox=[1316, 624, 1360, 636]
section-title: ΚΟΣΜΙΚΗ ΚΙΝΗΣΙΣ bbox=[20, 34, 320, 110]
divider bbox=[566, 671, 1072, 672]
insurance-subtitle: ΑΝΩΝΥΜΟΣ ΕΤΑΙΡΕΙΑ bbox=[612, 1122, 769, 1138]
election-title: ΠΡΟΚΗΡΥΞΙΣ ΕΠΑΝΑΛΗΠΤΙΚΗΣ ΕΚΛΟΓΗΣ bbox=[1095, 413, 1295, 445]
film-desc: Ἐκτελοῦσι ἑκατομμύρια, πλοῦτος καὶ πληθὴ ἀφάνταστος bbox=[1330, 1066, 1568, 1092]
column-rule bbox=[1310, 34, 1311, 2220]
olympia-head: ΘΕΑΤΡΟΝ bbox=[1157, 1134, 1233, 1151]
divider bbox=[20, 554, 320, 555]
rate-value: 225 bbox=[1562, 198, 1582, 210]
rate-value: 470 bbox=[1562, 418, 1582, 430]
